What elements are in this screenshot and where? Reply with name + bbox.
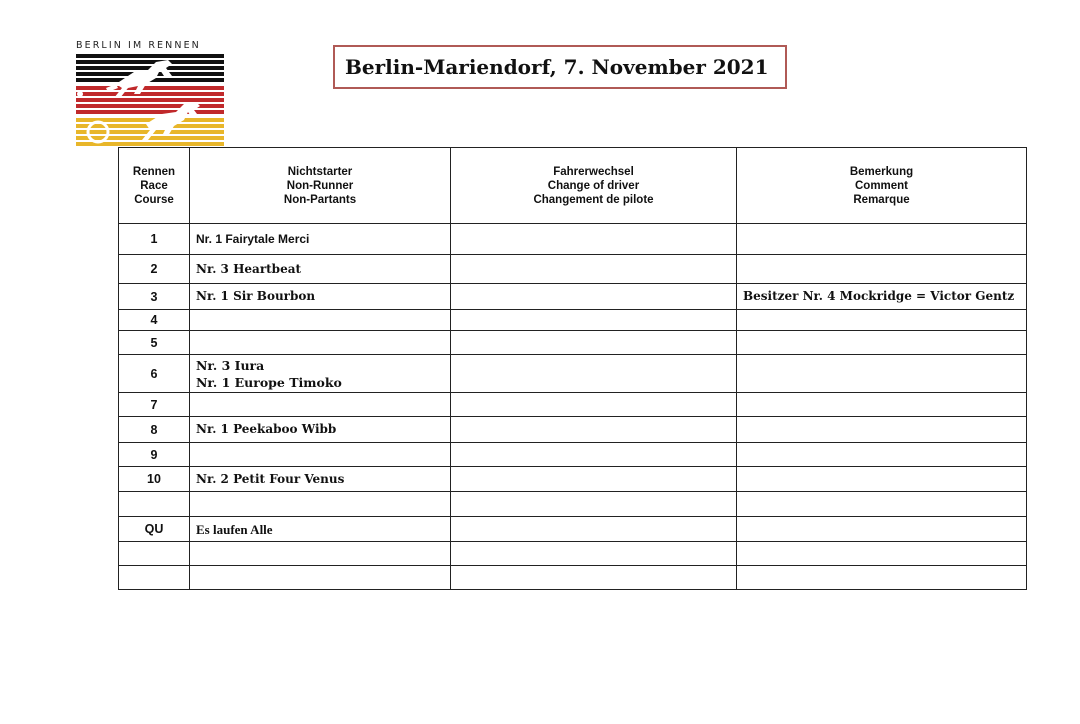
comment-cell [737,393,1027,417]
driver-change-cell [451,255,737,284]
race-number: 8 [119,417,190,443]
race-number: 3 [119,284,190,310]
logo-text: BERLIN IM RENNEN [76,40,201,51]
comment-cell [737,310,1027,331]
driver-change-cell [451,355,737,393]
race-number [119,542,190,566]
nonrunner-cell: Nr. 2 Petit Four Venus [190,467,451,492]
comment-cell [737,443,1027,467]
nonrunner-cell [190,393,451,417]
table-row [119,517,1027,542]
table-row [119,542,1027,566]
comment-cell [737,492,1027,517]
nonrunner-cell: Es laufen Alle [190,517,451,542]
table-row [119,255,1027,284]
driver-change-cell [451,542,737,566]
table-row [119,224,1027,255]
nonrunner-cell: Nr. 3 Iura Nr. 1 Europe Timoko [190,355,451,393]
comment-cell [737,566,1027,590]
race-number: 5 [119,331,190,355]
race-number [119,492,190,517]
race-number: QU [119,517,190,542]
nonrunner-cell [190,331,451,355]
page-title [333,45,787,89]
table-row [119,355,1027,393]
nonrunner-cell [190,542,451,566]
race-number: 10 [119,467,190,492]
comment-cell [737,355,1027,393]
comment-cell [737,467,1027,492]
comment-cell [737,255,1027,284]
nonrunner-cell [190,566,451,590]
table-header-row [119,148,1027,224]
comment-cell [737,331,1027,355]
table-row [119,393,1027,417]
nonrunner-cell: Nr. 1 Peekaboo Wibb [190,417,451,443]
table-row [119,331,1027,355]
table-row [119,310,1027,331]
driver-change-cell [451,517,737,542]
logo [76,40,226,148]
comment-cell [737,417,1027,443]
header-nonrunner: Nichtstarter Non-Runner Non-Partants [190,148,451,224]
comment-cell [737,542,1027,566]
comment-cell [737,517,1027,542]
driver-change-cell [451,566,737,590]
comment-cell: Besitzer Nr. 4 Mockridge = Victor Gentz [737,284,1027,310]
nonrunner-table [118,147,1027,590]
table-row [119,284,1027,310]
nonrunner-cell [190,310,451,331]
header-driver-change: Fahrerwechsel Change of driver Changement de pilote [451,148,737,224]
race-number: 9 [119,443,190,467]
race-number: 6 [119,355,190,393]
table-row [119,566,1027,590]
race-number: 1 [119,224,190,255]
nonrunner-cell [190,492,451,517]
header-comment: Bemerkung Comment Remarque [737,148,1027,224]
header-race: Rennen Race Course [119,148,190,224]
driver-change-cell [451,467,737,492]
nonrunner-cell: Nr. 3 Heartbeat [190,255,451,284]
title-text: Berlin-Mariendorf, 7. November 2021 [345,55,769,79]
race-number: 4 [119,310,190,331]
table-row [119,492,1027,517]
driver-change-cell [451,331,737,355]
driver-change-cell [451,224,737,255]
race-number: 2 [119,255,190,284]
driver-change-cell [451,492,737,517]
race-number: 7 [119,393,190,417]
driver-change-cell [451,393,737,417]
comment-cell [737,224,1027,255]
table-row [119,467,1027,492]
nonrunner-cell: Nr. 1 Fairytale Merci [190,224,451,255]
nonrunner-cell [190,443,451,467]
race-number [119,566,190,590]
driver-change-cell [451,284,737,310]
driver-change-cell [451,417,737,443]
table-row [119,417,1027,443]
horse-racing-logo-icon [76,54,226,148]
table-row [119,443,1027,467]
driver-change-cell [451,443,737,467]
driver-change-cell [451,310,737,331]
nonrunner-cell: Nr. 1 Sir Bourbon [190,284,451,310]
